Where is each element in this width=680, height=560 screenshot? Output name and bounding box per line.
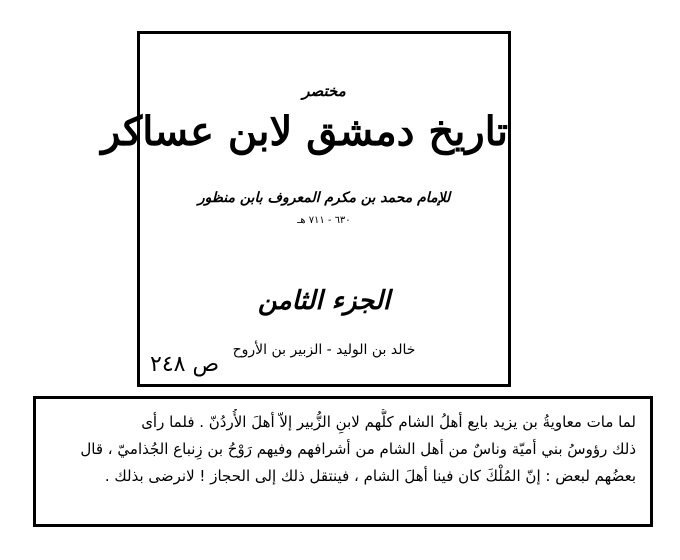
cover-author: للإمام محمد بن مكرم المعروف بابن منظور <box>197 190 451 206</box>
cover-volume: الجزء الثامن <box>257 286 391 316</box>
excerpt-line-1: لما مات معاويةُ بن يزيد بايع أهلُ الشام كلُّهم لابنِ الزُّبير إلاّ أهلَ الأُردُنّ . فلما رأى <box>141 413 636 431</box>
cover-dates: ٦٣٠ - ٧١١ هـ <box>297 215 351 226</box>
cover-contents: خالد بن الوليد - الزبير بن الأروح <box>232 342 416 358</box>
excerpt-line-3: بعضُهم لبعض : إنّ المُلْكَ كان فينا أهلَ الشام ، فينتقل ذلك إلى الحجاز ! لانرضى بذلك . <box>104 467 636 485</box>
book-cover <box>101 31 511 387</box>
page-reference: ص ٢٤٨ <box>146 352 223 377</box>
excerpt-line-2: ذلك رؤوسُ بني أميّة وناسٌ من أهل الشام من أشرافهم وفيهم رَوْحُ بن زِنباع الجُذاميّ ، قال <box>80 440 636 458</box>
excerpt-textbox <box>33 396 653 527</box>
cover-title: تاريخ دمشق لابن عساكر <box>101 108 508 155</box>
cover-subtitle: مختصر <box>302 82 346 100</box>
